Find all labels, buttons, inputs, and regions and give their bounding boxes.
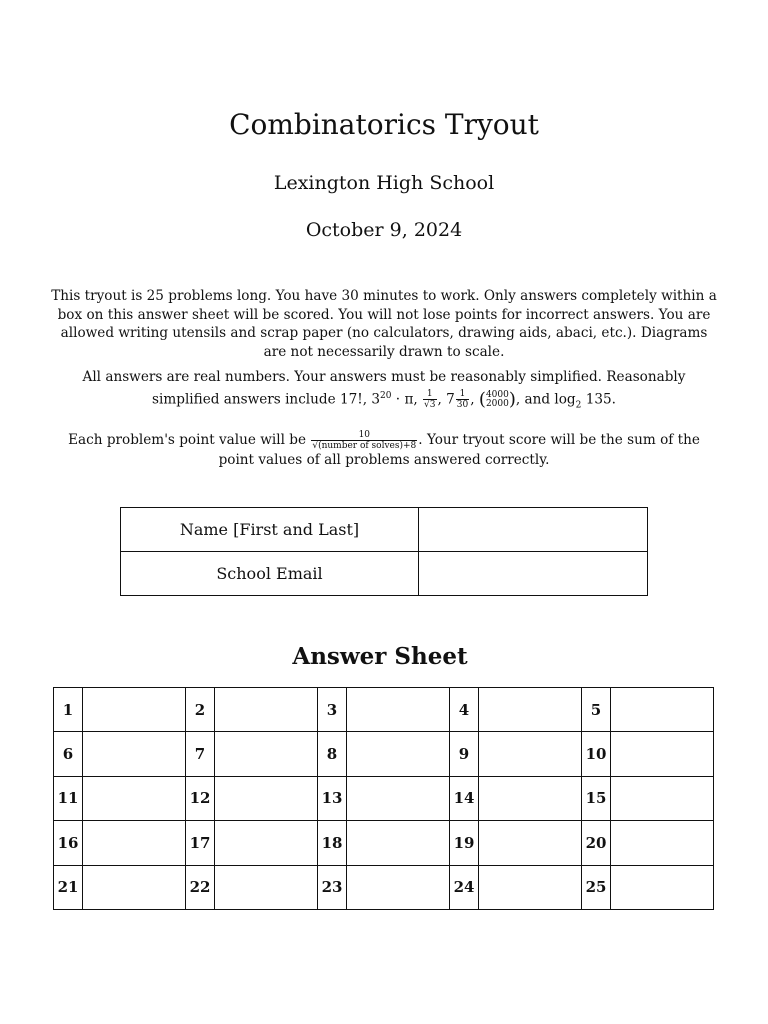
problem-number: 20 — [582, 821, 611, 865]
problem-number: 23 — [318, 865, 347, 909]
tryout-date: October 9, 2024 — [305, 219, 463, 241]
answer-row — [54, 865, 714, 909]
problem-number: 9 — [450, 732, 479, 776]
fraction-numerator: 1 — [426, 389, 433, 400]
answer-box[interactable] — [215, 732, 318, 776]
student-info-table — [120, 507, 648, 596]
problem-number: 5 — [582, 688, 611, 732]
answer-box[interactable] — [479, 821, 582, 865]
answer-row — [54, 821, 714, 865]
answer-box[interactable] — [215, 821, 318, 865]
problem-number: 19 — [450, 821, 479, 865]
problem-number: 4 — [450, 688, 479, 732]
problem-number: 25 — [582, 865, 611, 909]
problem-number: 13 — [318, 776, 347, 820]
problem-number: 11 — [54, 776, 83, 820]
answer-sheet-title: Answer Sheet — [292, 643, 468, 670]
formula-denominator: √(number of solves)+8 — [312, 441, 417, 451]
mixed-number-whole: , 7 — [437, 391, 455, 408]
problem-number: 24 — [450, 865, 479, 909]
instructions-paragraph-2: All answers are real numbers. Your answers must be reasonably simplified. Reasonably simplified answers include 17!, $3^{20} \cdot \pi$, $\frac{1}{√3}$ , 7 $\frac{1}{30}$ , ( 4000 2000 ), and $\log_2 135$. — [82, 369, 686, 411]
answer-box[interactable] — [83, 821, 186, 865]
answer-box[interactable] — [215, 865, 318, 909]
answer-box[interactable] — [347, 688, 450, 732]
exponent: 20 — [380, 390, 392, 401]
name-label: Name [First and Last] — [121, 508, 419, 552]
problem-number: 15 — [582, 776, 611, 820]
binomial-coefficient — [486, 391, 509, 409]
pi-term: · π, — [391, 391, 423, 408]
problem-number: 1 — [54, 688, 83, 732]
log-base: 2 — [575, 399, 582, 410]
answer-box[interactable] — [347, 776, 450, 820]
answer-box[interactable] — [347, 821, 450, 865]
binomial-left-paren: ( — [478, 388, 486, 410]
answer-box[interactable] — [215, 776, 318, 820]
problem-number: 2 — [186, 688, 215, 732]
problem-number: 3 — [318, 688, 347, 732]
point-value-intro: Each problem's point value will be — [68, 432, 311, 448]
fraction-denominator: √3 — [424, 400, 436, 411]
fraction-one-over-thirty — [456, 389, 469, 410]
problem-number: 21 — [54, 865, 83, 909]
answer-box[interactable] — [215, 688, 318, 732]
answer-box[interactable] — [83, 688, 186, 732]
answer-box[interactable] — [611, 776, 714, 820]
email-field[interactable] — [419, 552, 648, 596]
point-value-formula — [311, 430, 417, 451]
email-label: School Email — [121, 552, 419, 596]
fraction-one-over-root-three — [423, 389, 436, 410]
answer-box[interactable] — [611, 688, 714, 732]
answer-box[interactable] — [479, 776, 582, 820]
scoring-rest-text: . Your tryout score will be the sum of the point values of all problems answered correctly. — [218, 432, 700, 468]
problem-number: 10 — [582, 732, 611, 776]
answer-sheet-table — [53, 687, 714, 910]
answer-box[interactable] — [611, 821, 714, 865]
answers-intro-text: All answers are real numbers. Your answers must be reasonably simplified. Reasonably simplified answers include 17!, 3 — [82, 369, 686, 408]
instructions-paragraph-1: This tryout is 25 problems long. You have 30 minutes to work. Only answers completely within a box on this answer sheet will be scored. You will not lose points for incorrect answers. You are allowed writing utensils and scrap paper (no calculators, drawing aids, abaci, etc.). Diagrams are not necessarily drawn to scale. — [51, 288, 717, 360]
answer-row — [54, 688, 714, 732]
answer-box[interactable] — [611, 732, 714, 776]
log-argument: 135. — [581, 391, 616, 408]
answer-box[interactable] — [83, 865, 186, 909]
binomial-top: 4000 — [485, 389, 509, 400]
answer-box[interactable] — [83, 776, 186, 820]
formula-numerator: 10 — [358, 430, 371, 440]
problem-number: 17 — [186, 821, 215, 865]
name-field[interactable] — [419, 508, 648, 552]
answer-box[interactable] — [479, 688, 582, 732]
problem-number: 6 — [54, 732, 83, 776]
problem-number: 16 — [54, 821, 83, 865]
log-text: , and log — [515, 391, 576, 408]
answer-box[interactable] — [347, 865, 450, 909]
fraction-numerator: 1 — [459, 389, 466, 400]
answer-row — [54, 776, 714, 820]
answer-box[interactable] — [611, 865, 714, 909]
binomial-right-paren: ) — [508, 388, 516, 410]
problem-number: 14 — [450, 776, 479, 820]
binomial-bottom: 2000 — [485, 398, 509, 409]
school-name: Lexington High School — [273, 172, 495, 194]
problem-number: 12 — [186, 776, 215, 820]
problem-number: 7 — [186, 732, 215, 776]
fraction-denominator: 30 — [456, 400, 469, 411]
answer-row — [54, 732, 714, 776]
answer-box[interactable] — [347, 732, 450, 776]
name-row — [121, 508, 648, 552]
instructions-paragraph-3 — [50, 430, 718, 470]
answer-box[interactable] — [83, 732, 186, 776]
page-title: Combinatorics Tryout — [229, 108, 539, 141]
problem-number: 22 — [186, 865, 215, 909]
problem-number: 18 — [318, 821, 347, 865]
answer-box[interactable] — [479, 865, 582, 909]
problem-number: 8 — [318, 732, 347, 776]
email-row — [121, 552, 648, 596]
answer-box[interactable] — [479, 732, 582, 776]
